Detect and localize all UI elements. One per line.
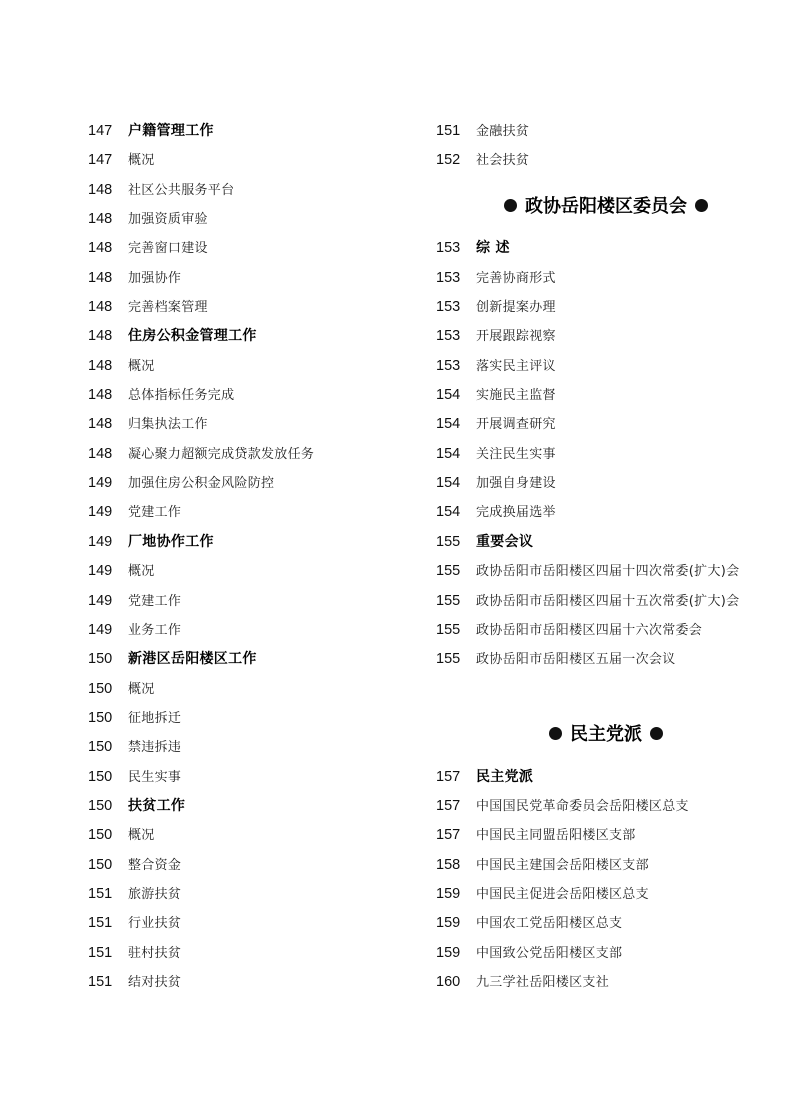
entry-title: 征地拆迁 xyxy=(128,710,182,726)
page-number: 150 xyxy=(88,709,113,726)
page-number: 148 xyxy=(88,299,113,316)
entry-title: 总体指标任务完成 xyxy=(128,388,235,404)
toc-entry xyxy=(436,410,776,439)
toc-entry xyxy=(88,205,408,234)
toc-entry xyxy=(436,381,776,410)
toc-entry xyxy=(436,557,776,586)
page-number: 157 xyxy=(436,797,461,814)
toc-entry xyxy=(88,821,408,850)
entry-title: 扶贫工作 xyxy=(128,797,186,814)
toc-section-entry xyxy=(436,528,776,557)
page-number: 148 xyxy=(88,269,113,286)
toc-entry xyxy=(436,851,776,880)
page-number: 157 xyxy=(436,827,461,844)
entry-title: 党建工作 xyxy=(128,505,182,521)
toc-entry xyxy=(88,469,408,498)
page-number: 153 xyxy=(436,328,461,345)
toc-entry xyxy=(88,851,408,880)
entry-title: 业务工作 xyxy=(128,622,182,638)
entry-title: 政协岳阳市岳阳楼区四届十四次常委(扩大)会 xyxy=(476,564,740,580)
entry-title: 中国农工党岳阳楼区总支 xyxy=(476,916,623,932)
entry-title: 厂地协作工作 xyxy=(128,533,214,550)
page-number: 154 xyxy=(436,416,461,433)
page-number: 154 xyxy=(436,445,461,462)
toc-entry xyxy=(88,440,408,469)
entry-title: 民生实事 xyxy=(128,769,182,785)
toc-entry xyxy=(88,381,408,410)
toc-entry xyxy=(436,117,776,146)
toc-entry xyxy=(436,322,776,351)
entry-title: 政协岳阳市岳阳楼区五届一次会议 xyxy=(476,652,676,668)
page-number: 149 xyxy=(88,563,113,580)
entry-title: 党建工作 xyxy=(128,593,182,609)
entry-title: 中国国民党革命委员会岳阳楼区总支 xyxy=(476,798,689,814)
entry-title: 加强自身建设 xyxy=(476,476,556,492)
page-number: 153 xyxy=(436,299,461,316)
bullet-dot-icon xyxy=(650,727,663,740)
page-number: 149 xyxy=(88,533,113,550)
entry-title: 整合资金 xyxy=(128,857,182,873)
toc-entry xyxy=(436,146,776,175)
toc-section-entry xyxy=(88,645,408,674)
spacer xyxy=(436,675,776,704)
entry-title: 驻村扶贫 xyxy=(128,945,182,961)
page-number: 148 xyxy=(88,416,113,433)
page-number: 159 xyxy=(436,915,461,932)
page-number: 150 xyxy=(88,739,113,756)
toc-right-column xyxy=(436,117,776,997)
entry-title: 完善窗口建设 xyxy=(128,241,208,257)
toc-entry xyxy=(88,176,408,205)
toc-entry xyxy=(436,293,776,322)
toc-entry xyxy=(88,410,408,439)
page-number: 150 xyxy=(88,797,113,814)
page-number: 148 xyxy=(88,387,113,404)
entry-title: 加强住房公积金风险防控 xyxy=(128,476,275,492)
entry-title: 中国民主促进会岳阳楼区总支 xyxy=(476,886,649,902)
toc-entry xyxy=(88,704,408,733)
page-number: 150 xyxy=(88,651,113,668)
entry-title: 完善档案管理 xyxy=(128,300,208,316)
toc-entry xyxy=(88,498,408,527)
bullet-dot-icon xyxy=(549,727,562,740)
page-number: 150 xyxy=(88,768,113,785)
toc-entry xyxy=(88,733,408,762)
page-number: 158 xyxy=(436,856,461,873)
entry-title: 概况 xyxy=(128,358,155,374)
bullet-dot-icon xyxy=(695,199,708,212)
page-number: 147 xyxy=(88,123,113,139)
toc-entry xyxy=(88,616,408,645)
entry-title: 中国民主建国会岳阳楼区支部 xyxy=(476,857,649,873)
page-number: 154 xyxy=(436,387,461,404)
page-number: 154 xyxy=(436,504,461,521)
page-number: 149 xyxy=(88,504,113,521)
page-number: 155 xyxy=(436,533,461,550)
section-title: 民主党派 xyxy=(570,724,642,746)
page-number: 150 xyxy=(88,827,113,844)
toc-entry xyxy=(88,234,408,263)
toc-entry xyxy=(88,587,408,616)
page-number: 150 xyxy=(88,680,113,697)
entry-title: 凝心聚力超额完成贷款发放任务 xyxy=(128,446,315,462)
entry-title: 中国民主同盟岳阳楼区支部 xyxy=(476,828,636,844)
page-number: 151 xyxy=(88,973,113,990)
entry-title: 九三学社岳阳楼区支社 xyxy=(476,974,610,990)
entry-title: 完成换届选举 xyxy=(476,505,556,521)
toc-entry xyxy=(436,645,776,674)
toc-entry xyxy=(436,939,776,968)
toc-section-entry xyxy=(88,117,408,146)
toc-entry xyxy=(436,821,776,850)
entry-title: 行业扶贫 xyxy=(128,916,182,932)
toc-entry xyxy=(88,557,408,586)
entry-title: 开展跟踪视察 xyxy=(476,329,556,345)
toc-section-entry xyxy=(88,792,408,821)
toc-entry xyxy=(436,587,776,616)
entry-title: 政协岳阳市岳阳楼区四届十五次常委(扩大)会 xyxy=(476,593,740,609)
toc-section-entry xyxy=(88,322,408,351)
entry-title: 结对扶贫 xyxy=(128,974,182,990)
toc-entry xyxy=(436,498,776,527)
page-number: 155 xyxy=(436,621,461,638)
section-heading-cppcc xyxy=(436,176,776,235)
toc-entry xyxy=(88,909,408,938)
page-number: 153 xyxy=(436,357,461,374)
toc-entry xyxy=(88,675,408,704)
page-number: 148 xyxy=(88,357,113,374)
page-number: 149 xyxy=(88,475,113,492)
page-number: 155 xyxy=(436,651,461,668)
toc-entry xyxy=(88,880,408,909)
toc-entry xyxy=(436,880,776,909)
entry-title: 概况 xyxy=(128,828,155,844)
entry-title: 实施民主监督 xyxy=(476,388,556,404)
section-title: 政协岳阳楼区委员会 xyxy=(525,196,687,218)
toc-section-entry xyxy=(436,763,776,792)
page-number: 149 xyxy=(88,592,113,609)
page-number: 148 xyxy=(88,445,113,462)
page-number: 149 xyxy=(88,621,113,638)
page-number: 152 xyxy=(436,152,461,169)
entry-title: 概况 xyxy=(128,564,155,580)
bullet-dot-icon xyxy=(504,199,517,212)
entry-title: 关注民生实事 xyxy=(476,446,556,462)
page-number: 148 xyxy=(88,328,113,345)
entry-title: 重要会议 xyxy=(476,533,534,550)
toc-entry xyxy=(88,763,408,792)
toc-left-column xyxy=(88,117,408,997)
entry-title: 住房公积金管理工作 xyxy=(128,328,257,345)
toc-entry xyxy=(88,264,408,293)
page-number: 148 xyxy=(88,240,113,257)
entry-title: 加强资质审验 xyxy=(128,212,208,228)
page-number: 159 xyxy=(436,885,461,902)
toc-entry xyxy=(436,792,776,821)
page-number: 151 xyxy=(88,944,113,961)
entry-title: 开展调查研究 xyxy=(476,417,556,433)
page-number: 155 xyxy=(436,563,461,580)
entry-title: 创新提案办理 xyxy=(476,300,556,316)
page-number: 151 xyxy=(436,123,461,139)
toc-section-entry xyxy=(88,528,408,557)
entry-title: 社会扶贫 xyxy=(476,153,530,169)
entry-title: 禁违拆违 xyxy=(128,740,182,756)
page-number: 148 xyxy=(88,181,113,198)
toc-entry xyxy=(88,939,408,968)
page-number: 151 xyxy=(88,915,113,932)
entry-title: 归集执法工作 xyxy=(128,417,208,433)
entry-title: 旅游扶贫 xyxy=(128,886,182,902)
entry-title: 概况 xyxy=(128,681,155,697)
page-number: 153 xyxy=(436,269,461,286)
entry-title: 民主党派 xyxy=(476,768,534,785)
page-number: 157 xyxy=(436,768,461,785)
toc-entry xyxy=(436,616,776,645)
entry-title: 加强协作 xyxy=(128,270,182,286)
page-number: 150 xyxy=(88,856,113,873)
toc-entry xyxy=(88,352,408,381)
page-number: 148 xyxy=(88,211,113,228)
entry-title: 落实民主评议 xyxy=(476,358,556,374)
section-heading-parties xyxy=(436,704,776,763)
entry-title: 中国致公党岳阳楼区支部 xyxy=(476,945,623,961)
entry-title: 概况 xyxy=(128,153,155,169)
page-number: 160 xyxy=(436,973,461,990)
toc-entry xyxy=(88,968,408,997)
entry-title: 户籍管理工作 xyxy=(128,123,214,139)
entry-title: 完善协商形式 xyxy=(476,270,556,286)
entry-title: 金融扶贫 xyxy=(476,124,530,139)
toc-entry xyxy=(436,352,776,381)
toc-entry xyxy=(88,146,408,175)
entry-title: 政协岳阳市岳阳楼区四届十六次常委会 xyxy=(476,622,703,638)
toc-entry xyxy=(88,293,408,322)
page-number: 159 xyxy=(436,944,461,961)
toc-entry xyxy=(436,469,776,498)
toc-entry xyxy=(436,909,776,938)
toc-entry xyxy=(436,440,776,469)
page-number: 153 xyxy=(436,240,461,257)
entry-title: 新港区岳阳楼区工作 xyxy=(128,651,257,668)
toc-entry xyxy=(436,264,776,293)
page-number: 147 xyxy=(88,152,113,169)
page-number: 154 xyxy=(436,475,461,492)
toc-section-entry xyxy=(436,234,776,263)
entry-title: 社区公共服务平台 xyxy=(128,182,235,198)
page-number: 155 xyxy=(436,592,461,609)
page-number: 151 xyxy=(88,885,113,902)
toc-entry xyxy=(436,968,776,997)
entry-title: 综 述 xyxy=(476,240,510,257)
